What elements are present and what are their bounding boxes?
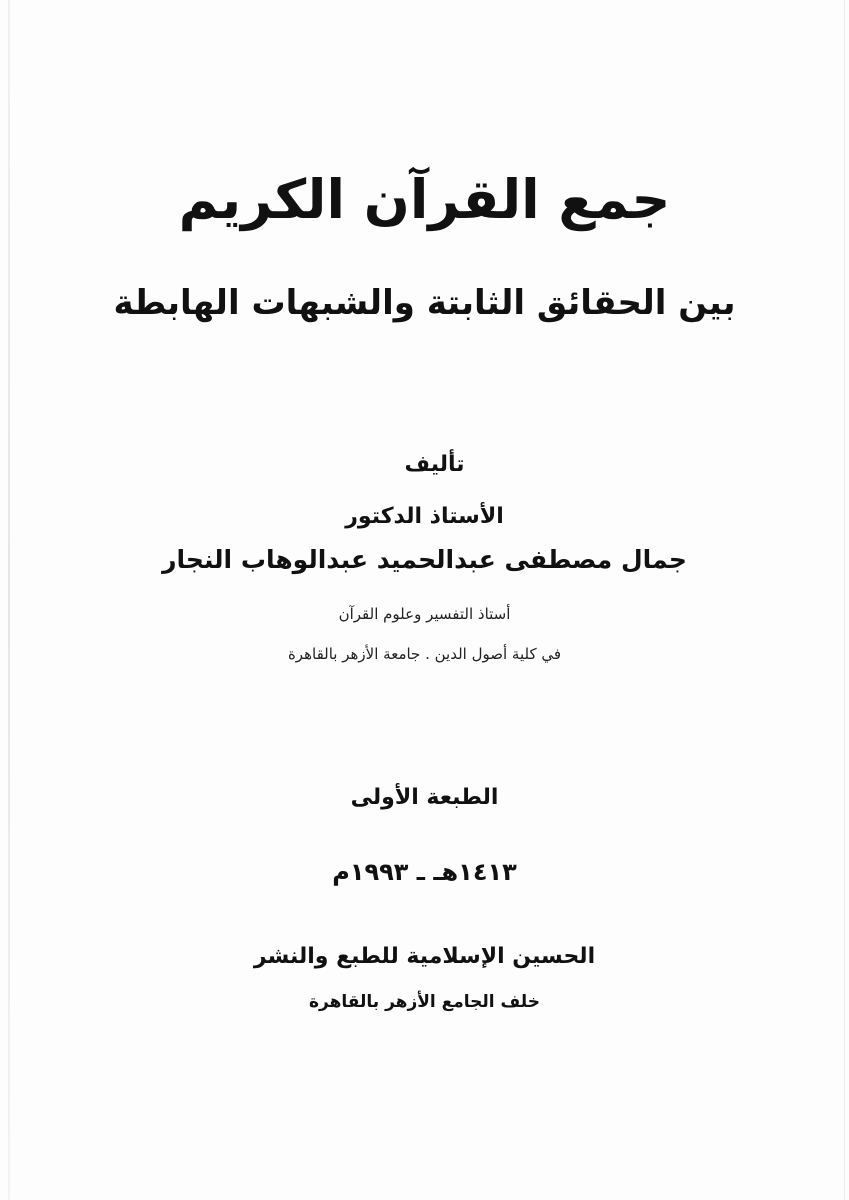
edition-label: الطبعة الأولى <box>350 785 499 810</box>
author-faculty: في كلية أصول الدين . جامعة الأزهر بالقاهرة <box>287 645 562 663</box>
book-subtitle: بين الحقائق الثابتة والشبهات الهابطة <box>113 283 736 323</box>
publisher-name: الحسين الإسلامية للطبع والنشر <box>253 944 596 969</box>
academic-title: الأستاذ الدكتور <box>345 504 504 529</box>
author-name: جمال مصطفى عبدالحميد عبدالوهاب النجار <box>162 545 687 574</box>
publisher-address: خلف الجامع الأزهر بالقاهرة <box>309 992 540 1012</box>
author-position: أستاذ التفسير وعلوم القرآن <box>338 605 511 623</box>
book-title: جمع القرآن الكريم <box>178 168 671 231</box>
authored-by-label: تأليف <box>404 452 465 477</box>
edition-year: ١٤١٣هـ ـ ١٩٩٣م <box>332 858 517 886</box>
